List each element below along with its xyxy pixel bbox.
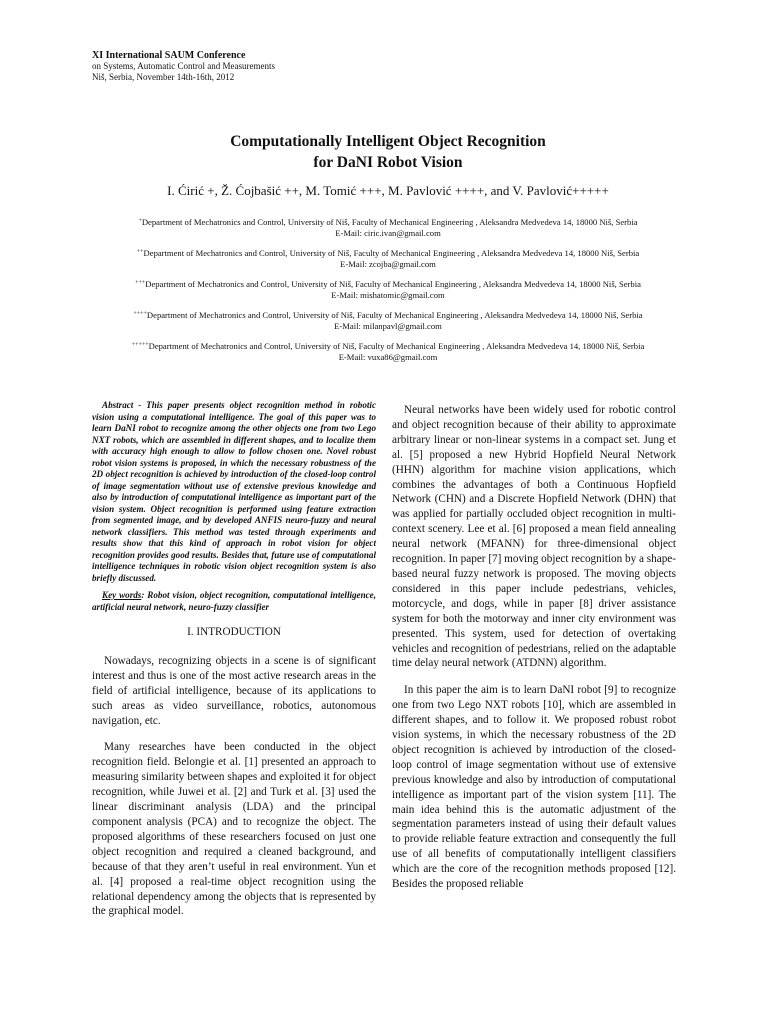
affiliation-email: E-Mail: vuxa86@gmail.com <box>338 352 438 362</box>
affiliation-list <box>90 216 686 371</box>
affiliation-email: E-Mail: zcojba@gmail.com <box>340 259 436 269</box>
affiliation-2 <box>90 247 686 270</box>
affiliation-4 <box>90 309 686 332</box>
affiliation-department: Department of Mechatronics and Control, University of Niš, Faculty of Mechanical Engineering , Aleksandra Medvedeva 14, 18000 Niš, Serbia <box>146 310 643 320</box>
body-paragraph: In this paper the aim is to learn DaNI robot [9] to recognize one from two Lego NXT robots [10], which are assembled in different shapes, and to follow it. We proposed robust robot vision systems, in which the necessary robustness of the 2D object recognition is achieved by introduction of the closed-loop control of image segmentation without use of extensive previous knowledge and also by introduction of computational intelligence as important part of the vision system [11]. The main idea behind this is the automatic adjustment of the segmentation parameters instead of using their default values to provide reliable feature extraction and consequently the full use of all benefits of computationally intelligent classifiers which are the core of the recognition methods proposed [12]. Besides the proposed reliable <box>392 684 676 891</box>
affiliation-symbol: +++ <box>135 280 146 286</box>
body-paragraph: Many researches have been conducted in the object recognition field. Belongie et al. [1] presented an approach to measuring similarity between shapes and exploited it for object recognition, while Juwei et al. [2] and Turk et al. [3] used the linear discriminant analysis (LDA) and the principal component analysis (PCA) and to recognize the object. The proposed algorithms of these researchers focused on just one object recognition and required a cleaned background, and because of that they aren’t useful in real environment. Yun et al. [4] proposed a real-time object recognition using the relational dependency among the objects that is represented by the graphical model. <box>92 741 376 918</box>
abstract-text: - This paper presents object recognition method in robotic vision using a computational intelligence. The goal of this paper was to learn DaNI robot to recognize among the other objects one from two Lego NXT robots, which are assembled in different shapes, and to localize them with accuracy high enough to allow to follow chosen one. Novel robust robot vision systems is proposed, in which the necessary robustness of the 2D object recognition is achieved by introduction of the closed-loop control of image segmentation without use of extensive previous knowledge and also by introduction of computational intelligence as important part of the vision system. Object recognition is performed using feature extraction from segmented image, and by developed ANFIS neuro-fuzzy and neural network classifiers. This method was tested through experiments and results show that this kind of approach in robot vision for object recognition provides good results. Besides that, future use of computational intelligence techniques in robotic vision object recognition system is also briefly discussed. <box>92 400 376 583</box>
abstract <box>92 400 376 584</box>
keywords <box>92 590 376 613</box>
keywords-label: Key words <box>102 590 142 600</box>
conference-location-date: Niš, Serbia, November 14th-16th, 2012 <box>92 72 235 82</box>
affiliation-3 <box>90 278 686 301</box>
author-list: I. Ćirić +, Ž. Ćojbašić ++, M. Tomić +++, M. Pavlović ++++, and V. Pavlović+++++ <box>167 183 609 198</box>
affiliation-department: Department of Mechatronics and Control, University of Niš, Faculty of Mechanical Engineering , Aleksandra Medvedeva 14, 18000 Niš, Serbia <box>145 279 641 289</box>
affiliation-symbol: ++++ <box>133 311 147 317</box>
affiliation-symbol: + <box>138 218 142 224</box>
conference-subtitle: on Systems, Automatic Control and Measurements <box>92 61 275 71</box>
affiliation-department: Department of Mechatronics and Control, University of Niš, Faculty of Mechanical Engineering , Aleksandra Medvedeva 14, 18000 Niš, Serbia <box>141 217 638 227</box>
paper-title <box>90 131 686 173</box>
affiliation-department: Department of Mechatronics and Control, University of Niš, Faculty of Mechanical Engineering , Aleksandra Medvedeva 14, 18000 Niš, Serbia <box>143 248 640 258</box>
conference-name: XI International SAUM Conference <box>92 50 246 61</box>
body-paragraph: Neural networks have been widely used for robotic control and object recognition because of their ability to approximate arbitrary linear or non-linear systems in a compact set. Jung et al. [5] proposed a new Hybrid Hopfield Neural Network (HHN) algorithm for machine vision applications, which combines the advantages of both a Continuous Hopfield Network (CHN) and a Discrete Hopfield Network (DHN) that was applied for partially occluded object recognition in multi-context scenery. Lee et al. [6] proposed a mean field annealing neural network (MFANN) for three-dimensional object recognition. In paper [7] moving object recognition by a shape-based neural fuzzy network is proposed. The moving objects considered in this paper include pedestrians, vehicles, motorcycle, and dogs, while in paper [8] driver assistance system for both the motorway and inner city environment was presented. This system, used for detection of overtaking vehicles and recognition of pedestrians, relied on the adaptable time delay neural network (ATDNN) algorithm. <box>392 404 676 670</box>
conference-header <box>92 50 392 83</box>
right-column <box>392 403 676 904</box>
affiliation-email: E-Mail: mishatomic@gmail.com <box>331 290 445 300</box>
keywords-text: : Robot vision, object recognition, computational intelligence, artificial neural network, neuro-fuzzy classifier <box>92 590 376 612</box>
affiliation-5 <box>90 340 686 363</box>
body-paragraph: Nowadays, recognizing objects in a scene is of significant interest and thus is one of the most active research areas in the field of artificial intelligence, because of its applications to such areas as video surveillance, robotics, autonomous navigation, etc. <box>92 654 376 727</box>
affiliation-email: E-Mail: milanpavl@gmail.com <box>334 321 442 331</box>
affiliation-symbol: ++ <box>136 249 144 255</box>
affiliation-department: Department of Mechatronics and Control, University of Niš, Faculty of Mechanical Engineering , Aleksandra Medvedeva 14, 18000 Niš, Serbia <box>148 341 645 351</box>
left-column <box>92 400 376 931</box>
affiliation-email: E-Mail: ciric.ivan@gmail.com <box>335 228 441 238</box>
abstract-label: Abstract <box>102 400 134 410</box>
affiliation-symbol: +++++ <box>131 342 149 348</box>
paper-title-line-2: for DaNI Robot Vision <box>313 154 463 171</box>
paper-title-line-1: Computationally Intelligent Object Recognition <box>230 133 546 150</box>
section-heading-introduction: I. INTRODUCTION <box>187 626 281 638</box>
affiliation-1 <box>90 216 686 239</box>
